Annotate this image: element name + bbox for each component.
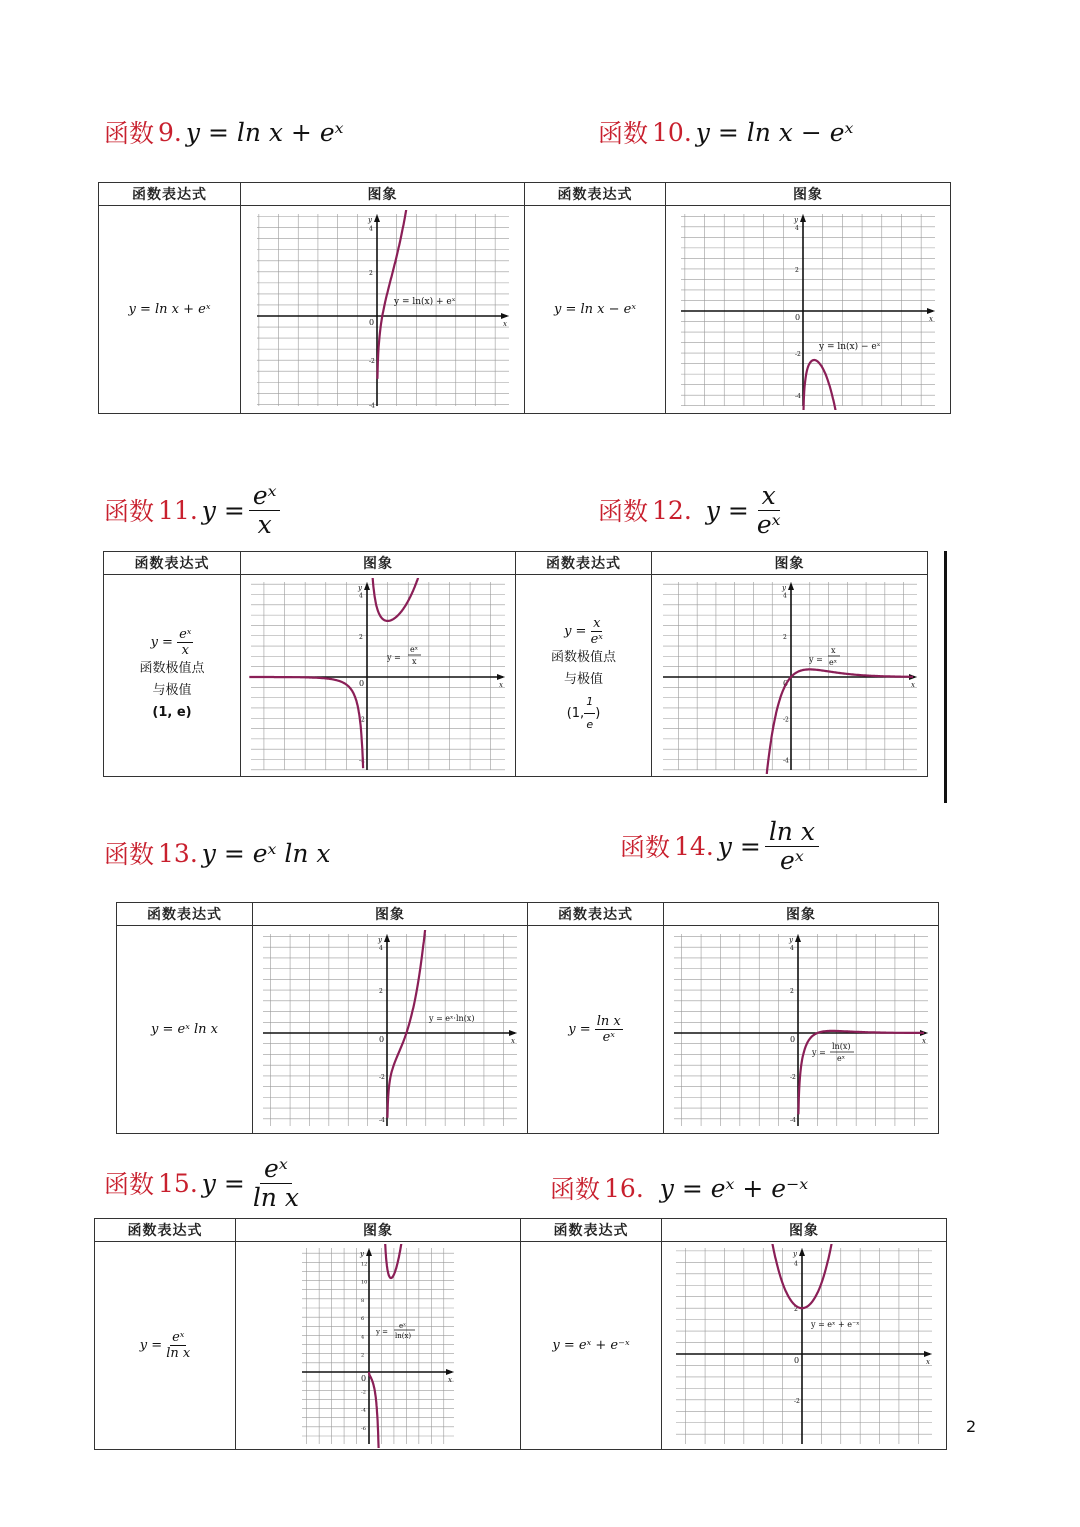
origin-label: 0: [359, 678, 365, 688]
graph-cell: [241, 206, 525, 414]
curve-label-lhs: y =: [812, 1047, 826, 1057]
title-f14: [620, 818, 819, 874]
title-prefix: 函数: [598, 497, 649, 526]
y-axis-label: y: [378, 935, 382, 944]
y-axis-label: y: [367, 215, 372, 224]
title-formula: y = eˣ ln x: [201, 838, 331, 868]
function-curve: [249, 578, 419, 768]
x-axis-arrow: [501, 313, 509, 319]
y-axis-label: y: [781, 583, 786, 592]
plot-f10: [677, 210, 939, 410]
denominator: eˣ: [780, 845, 804, 875]
extremum-note: 函数极值点: [550, 649, 616, 665]
curve-label: y = ln(x) − eˣ: [819, 341, 881, 352]
curve-label-lhs: y =: [387, 652, 401, 662]
title-number: 12.: [652, 495, 692, 525]
plot-f15: [298, 1244, 458, 1448]
denominator: eˣ: [602, 1030, 615, 1045]
numerator: ln x: [765, 818, 819, 847]
y-tick-label: -4: [361, 1407, 366, 1414]
title-prefix: 函数: [104, 497, 155, 526]
y-tick-label: 12: [361, 1260, 368, 1267]
y-axis-label: y: [789, 935, 793, 944]
plot-f9: [253, 210, 513, 410]
y-tick-label: 4: [379, 944, 383, 952]
expression-cell: [516, 575, 652, 777]
expression-lhs: y =: [139, 1338, 163, 1353]
curve-label-lhs: y =: [376, 1327, 389, 1336]
y-tick-label: 4: [790, 944, 794, 952]
header-expression: 函数表达式: [521, 1219, 662, 1242]
title-number: 10.: [652, 117, 692, 147]
title-f9: [104, 114, 344, 150]
y-tick-label: 4: [794, 1259, 798, 1267]
title-number: 13.: [158, 838, 198, 868]
y-tick-label: 6: [361, 1315, 365, 1322]
plot-f12: [659, 578, 921, 774]
title-formula: y = ln x + eˣ: [185, 117, 344, 147]
denominator: e: [586, 717, 594, 731]
numerator: x: [758, 482, 780, 511]
title-prefix: 函数: [550, 1175, 601, 1204]
curve-label-den: eˣ: [828, 657, 837, 667]
title-f15: [104, 1155, 303, 1211]
function-table-13-14: [116, 902, 939, 1134]
y-axis-arrow: [788, 582, 794, 590]
graph-cell: [662, 1242, 947, 1450]
title-formula: y = eˣ + e⁻ˣ: [659, 1173, 809, 1203]
header-graph: 图象: [241, 552, 516, 575]
expression: y = eˣ + e⁻ˣ: [552, 1338, 630, 1353]
curve-label-num: x: [830, 645, 836, 655]
y-tick-label: -2: [790, 1073, 796, 1081]
y-axis-arrow: [800, 214, 806, 222]
y-tick-label: 2: [782, 633, 787, 641]
y-tick-label: 10: [361, 1279, 368, 1286]
numerator: 1: [584, 691, 595, 714]
point-close: ): [595, 705, 601, 721]
page-number: 2: [966, 1417, 977, 1436]
y-tick-label: 4: [795, 224, 799, 232]
header-expression: 函数表达式: [117, 903, 253, 926]
plot-f13: [259, 930, 521, 1130]
plot-f14: [670, 930, 932, 1130]
title-formula-lhs: y =: [717, 831, 761, 861]
expression: [104, 627, 240, 658]
expression-cell: [117, 926, 253, 1134]
y-tick-label: 4: [368, 225, 373, 233]
title-fraction: [249, 1155, 303, 1211]
plot-f16: [672, 1244, 936, 1448]
y-tick-label: 2: [794, 1305, 798, 1313]
y-tick-label: -2: [795, 350, 801, 358]
numerator: eˣ: [249, 482, 281, 511]
expression-fraction: [591, 616, 603, 647]
extremum-note: 与极值: [152, 683, 192, 698]
y-tick-label: -2: [368, 357, 375, 365]
title-number: 15.: [158, 1168, 198, 1198]
y-tick-label: -2: [379, 1073, 385, 1081]
header-expression: 函数表达式: [525, 183, 666, 206]
title-prefix: 函数: [598, 119, 649, 148]
numerator: ln x: [596, 1014, 621, 1029]
graph-cell: [652, 575, 928, 777]
denominator: eˣ: [756, 509, 781, 539]
expression-fraction: [595, 1014, 623, 1045]
expression-cell: [521, 1242, 662, 1450]
denominator: x: [181, 643, 189, 658]
x-axis-label: x: [511, 1036, 515, 1045]
title-fraction: [249, 482, 281, 538]
function-table-11-12: [103, 551, 928, 777]
title-number: 14.: [674, 831, 714, 861]
origin-label: 0: [368, 317, 374, 327]
origin-label: 0: [795, 312, 801, 322]
x-axis-arrow: [924, 1351, 932, 1357]
header-graph: 图象: [652, 552, 928, 575]
header-expression: 函数表达式: [99, 183, 241, 206]
title-f11: [104, 482, 280, 538]
function-curve: [803, 360, 836, 410]
graph-cell: [236, 1242, 521, 1450]
curve-label-den: eˣ: [837, 1053, 846, 1063]
function-table-15-16: [94, 1218, 947, 1450]
y-tick-label: 4: [361, 1333, 365, 1340]
expression-fraction: [177, 627, 193, 658]
header-graph: 图象: [662, 1219, 947, 1242]
header-expression: 函数表达式: [516, 552, 652, 575]
function-table-9-10: [98, 182, 951, 414]
numerator: eˣ: [260, 1155, 292, 1184]
extremum-note: 函数极值点: [139, 661, 205, 676]
y-tick-label: 4: [359, 592, 363, 599]
extremum-point: [516, 691, 651, 736]
x-axis-arrow: [509, 1030, 517, 1036]
curve-label-lhs: y =: [808, 654, 823, 664]
y-axis-arrow: [366, 1248, 372, 1256]
curve-label-den: ln(x): [395, 1331, 412, 1340]
header-graph: 图象: [236, 1219, 521, 1242]
y-tick-label: 2: [368, 269, 373, 277]
expression: [528, 1014, 663, 1045]
x-axis-label: x: [910, 680, 915, 689]
y-tick-label: -6: [361, 1425, 366, 1432]
x-axis-label: x: [926, 1357, 930, 1366]
extremum-note: 与极值: [563, 671, 603, 687]
x-axis-label: x: [922, 1036, 926, 1045]
curve-label-num: eˣ: [399, 1321, 407, 1330]
x-axis-arrow: [927, 308, 935, 314]
header-expression: 函数表达式: [95, 1219, 236, 1242]
title-prefix: 函数: [104, 119, 155, 148]
title-formula: y = ln x − eˣ: [695, 117, 854, 147]
expression: y = ln x − eˣ: [554, 302, 636, 317]
title-formula-lhs: y =: [201, 495, 245, 525]
header-graph: 图象: [241, 183, 525, 206]
y-tick-label: 2: [379, 987, 383, 995]
y-tick-label: 2: [361, 1352, 365, 1359]
title-prefix: 函数: [620, 833, 671, 862]
y-axis-arrow: [364, 582, 370, 590]
title-f12: [598, 482, 784, 538]
extremum-point: (1, e): [152, 705, 192, 720]
curve-label-num: eˣ: [410, 644, 419, 654]
y-tick-label: -4: [790, 1116, 796, 1124]
y-axis-label: y: [360, 1249, 364, 1258]
title-f10: [598, 114, 853, 150]
y-tick-label: -2: [794, 1397, 800, 1405]
y-axis-label: y: [794, 215, 798, 224]
graph-cell: [253, 926, 528, 1134]
expression: y = eˣ ln x: [151, 1022, 218, 1037]
title-number: 16.: [604, 1173, 644, 1203]
x-axis-label: x: [448, 1375, 452, 1384]
curve-label: y = ln(x) + eˣ: [393, 296, 456, 307]
expression-lhs: y =: [568, 1022, 591, 1037]
origin-label: 0: [379, 1034, 385, 1044]
header-graph: 图象: [666, 183, 951, 206]
title-f13: [104, 835, 331, 871]
point-fraction: [584, 691, 595, 736]
y-tick-label: 2: [790, 987, 794, 995]
y-tick-label: -4: [379, 1116, 385, 1124]
curve-label: y = eˣ·ln(x): [429, 1013, 475, 1023]
expression-cell: [528, 926, 664, 1134]
denominator: ln x: [252, 1182, 299, 1212]
title-fraction: [753, 482, 785, 538]
title-number: 11.: [158, 495, 198, 525]
y-tick-label: -2: [361, 1388, 366, 1395]
point-open: (1,: [566, 705, 585, 721]
denominator: x: [257, 509, 272, 539]
expression-cell: [95, 1242, 236, 1450]
x-axis-label: x: [502, 319, 507, 328]
y-tick-label: 2: [359, 633, 363, 641]
expression: y = ln x + eˣ: [128, 302, 211, 317]
title-formula-lhs: y =: [705, 495, 749, 525]
y-axis-arrow: [384, 934, 390, 942]
numerator: x: [593, 615, 601, 631]
y-tick-label: -4: [795, 392, 801, 400]
y-tick-label: 8: [361, 1297, 365, 1304]
denominator: ln x: [166, 1346, 191, 1361]
title-prefix: 函数: [104, 1170, 155, 1199]
numerator: eˣ: [172, 1330, 185, 1345]
plot-f11: [247, 578, 509, 774]
expression-fraction: [166, 1330, 190, 1361]
curve-label-den: x: [412, 656, 417, 666]
title-formula-lhs: y =: [201, 1168, 245, 1198]
y-axis-arrow: [799, 1248, 805, 1256]
y-tick-label: -4: [782, 757, 789, 764]
expression-cell: [99, 206, 241, 414]
x-axis-arrow: [446, 1369, 454, 1375]
title-f16: [550, 1170, 808, 1206]
expression-cell: [525, 206, 666, 414]
header-expression: 函数表达式: [104, 552, 241, 575]
origin-label: 0: [794, 1355, 800, 1365]
y-tick-label: -2: [782, 715, 789, 723]
y-axis-label: y: [793, 1249, 797, 1258]
header-graph: 图象: [253, 903, 528, 926]
y-tick-label: -4: [368, 401, 375, 409]
header-graph: 图象: [664, 903, 939, 926]
title-fraction: [765, 818, 819, 874]
y-tick-label: -4: [359, 757, 365, 764]
numerator: eˣ: [179, 627, 192, 642]
function-curve: [377, 210, 407, 379]
graph-cell: [241, 575, 516, 777]
y-tick-label: -2: [359, 715, 365, 723]
y-axis-arrow: [795, 934, 801, 942]
expression-lhs: y =: [564, 623, 587, 639]
expression-cell: [104, 575, 241, 777]
title-number: 9.: [158, 117, 182, 147]
expression: [516, 616, 651, 647]
y-tick-label: 4: [782, 592, 787, 599]
expression-lhs: y =: [150, 635, 173, 650]
margin-rule: [944, 551, 947, 803]
y-axis-arrow: [374, 214, 380, 222]
curve-label-num: ln(x): [832, 1041, 851, 1051]
graph-cell: [666, 206, 951, 414]
denominator: eˣ: [590, 631, 603, 647]
expression: [95, 1330, 235, 1361]
function-curve: [369, 1244, 402, 1448]
curve-label: y = eˣ + e⁻ˣ: [811, 1319, 860, 1329]
header-expression: 函数表达式: [528, 903, 664, 926]
origin-label: 0: [790, 1034, 796, 1044]
x-axis-label: x: [499, 680, 503, 689]
title-prefix: 函数: [104, 840, 155, 869]
x-axis-label: x: [929, 314, 933, 323]
origin-label: 0: [782, 678, 788, 688]
y-tick-label: 2: [795, 266, 799, 274]
graph-cell: [664, 926, 939, 1134]
y-axis-label: y: [358, 583, 362, 592]
origin-label: 0: [361, 1373, 367, 1383]
x-axis-arrow: [497, 674, 505, 680]
